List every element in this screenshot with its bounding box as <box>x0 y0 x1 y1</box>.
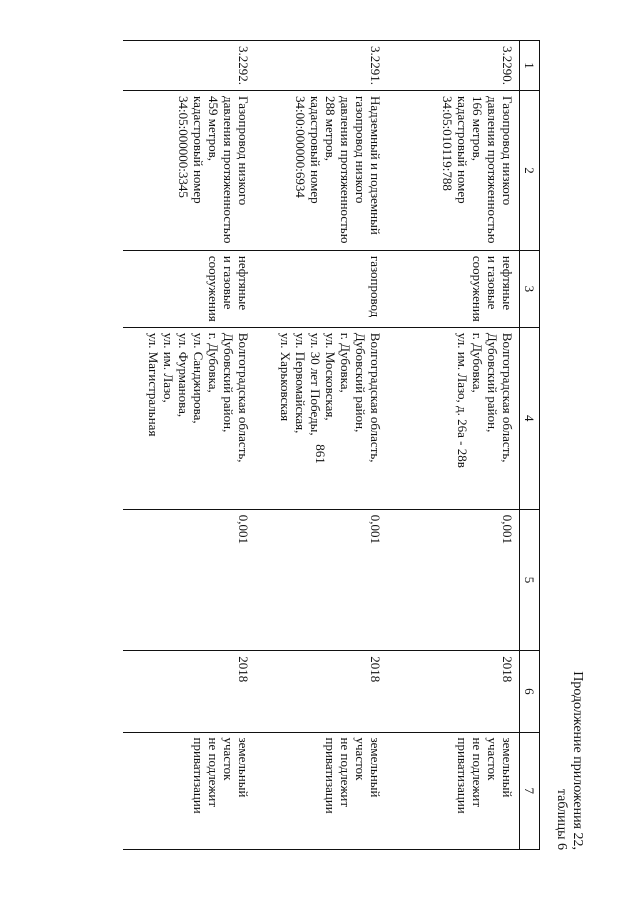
address-line: ул. Санджирова, <box>191 332 206 424</box>
table-row <box>255 41 387 850</box>
address-line: ул. Фурманова, <box>176 332 191 418</box>
value-cell: 0,001 <box>387 509 520 650</box>
table-row <box>123 41 255 850</box>
object-type-line: нефтяные <box>500 255 515 311</box>
object-name-line: 34:05:010119:788 <box>440 96 455 191</box>
row-number-cell: 3.2290. <box>387 41 520 91</box>
address-cell <box>387 327 520 509</box>
address-line: ул. им. Лазо, д. 26а - 28в <box>455 332 470 468</box>
address-cell <box>123 327 255 509</box>
address-line: ул. им. Лазо, <box>161 332 176 403</box>
address-line: г. Дубовка, <box>206 332 221 393</box>
page-number: 861 <box>313 444 328 464</box>
object-type-cell <box>255 250 387 327</box>
object-name-line: Газопровод низкого <box>236 96 251 206</box>
year-cell: 2018 <box>123 651 255 732</box>
object-name-line: давления протяженностью <box>221 96 236 244</box>
address-line: Волгоградская область, <box>368 332 383 463</box>
column-number: 1 <box>520 41 540 91</box>
address-line: ул. 30 лет Победы, <box>308 332 323 436</box>
column-number: 3 <box>520 250 540 327</box>
column-number: 5 <box>520 509 540 650</box>
object-name-line: кадастровый номер <box>191 96 206 204</box>
privatization-table <box>123 40 540 850</box>
object-name-line: Надземный и подземный <box>368 96 383 235</box>
address-line: Дубовский район, <box>353 332 368 433</box>
address-line: г. Дубовка, <box>338 332 353 393</box>
note-line: участок <box>353 737 368 781</box>
object-type-line: газопровод <box>368 255 383 318</box>
note-line: не подлежит <box>338 737 353 808</box>
year-cell: 2018 <box>255 651 387 732</box>
address-line: ул. Московская, <box>323 332 338 421</box>
note-line: участок <box>485 737 500 781</box>
value-cell: 0,001 <box>255 509 387 650</box>
object-name-line: кадастровый номер <box>455 96 470 204</box>
address-line: Дубовский район, <box>221 332 236 433</box>
note-line: не подлежит <box>470 737 485 808</box>
object-name-cell <box>387 91 520 251</box>
column-number: 7 <box>520 732 540 849</box>
address-line: ул. Магистральная <box>146 332 161 437</box>
column-number-row <box>520 41 540 850</box>
address-line: ул. Первомайская, <box>293 332 308 434</box>
note-line: земельный <box>500 737 515 798</box>
object-name-line: 34:05:000000:3345 <box>176 96 191 198</box>
note-line: приватизации <box>191 737 206 814</box>
object-type-line: и газовые <box>485 255 500 310</box>
table-body <box>123 41 520 850</box>
object-type-line: нефтяные <box>236 255 251 311</box>
object-type-cell <box>387 250 520 327</box>
value-cell: 0,001 <box>123 509 255 650</box>
object-type-line: сооружения <box>470 255 485 322</box>
year-cell: 2018 <box>387 651 520 732</box>
continuation-line-1: Продолжение приложения 22, <box>570 671 585 850</box>
column-number: 2 <box>520 91 540 251</box>
note-line: участок <box>221 737 236 781</box>
address-line: Волгоградская область, <box>236 332 251 463</box>
object-name-line: давления протяженностью <box>338 96 353 244</box>
table-row <box>387 41 520 850</box>
object-name-cell <box>255 91 387 251</box>
object-name-line: газопровод низкого <box>353 96 368 204</box>
object-name-line: кадастровый номер <box>308 96 323 204</box>
column-number: 6 <box>520 651 540 732</box>
address-line: Волгоградская область, <box>500 332 515 463</box>
note-cell <box>255 732 387 849</box>
address-cell <box>255 327 387 509</box>
column-number: 4 <box>520 327 540 509</box>
object-name-line: 459 метров, <box>206 96 221 161</box>
object-type-line: и газовые <box>221 255 236 310</box>
note-line: земельный <box>368 737 383 798</box>
note-cell <box>123 732 255 849</box>
address-line: г. Дубовка, <box>470 332 485 393</box>
continuation-header <box>553 671 585 850</box>
address-line: ул. Харьковская <box>278 332 293 422</box>
note-line: приватизации <box>323 737 338 814</box>
object-name-line: 166 метров, <box>470 96 485 161</box>
note-cell <box>387 732 520 849</box>
object-type-cell <box>123 250 255 327</box>
object-name-line: давления протяженностью <box>485 96 500 244</box>
rotated-page-content <box>115 40 585 850</box>
row-number-cell: 3.2292. <box>123 41 255 91</box>
object-name-line: Газопровод низкого <box>500 96 515 206</box>
row-number-cell: 3.2291. <box>255 41 387 91</box>
continuation-line-2: таблицы 6 <box>554 788 569 850</box>
object-name-line: 288 метров, <box>323 96 338 161</box>
note-line: не подлежит <box>206 737 221 808</box>
object-name-line: 34:00:000000:6934 <box>293 96 308 198</box>
object-type-line: сооружения <box>206 255 221 322</box>
note-line: земельный <box>236 737 251 798</box>
address-line: Дубовский район, <box>485 332 500 433</box>
object-name-cell <box>123 91 255 251</box>
note-line: приватизации <box>455 737 470 814</box>
